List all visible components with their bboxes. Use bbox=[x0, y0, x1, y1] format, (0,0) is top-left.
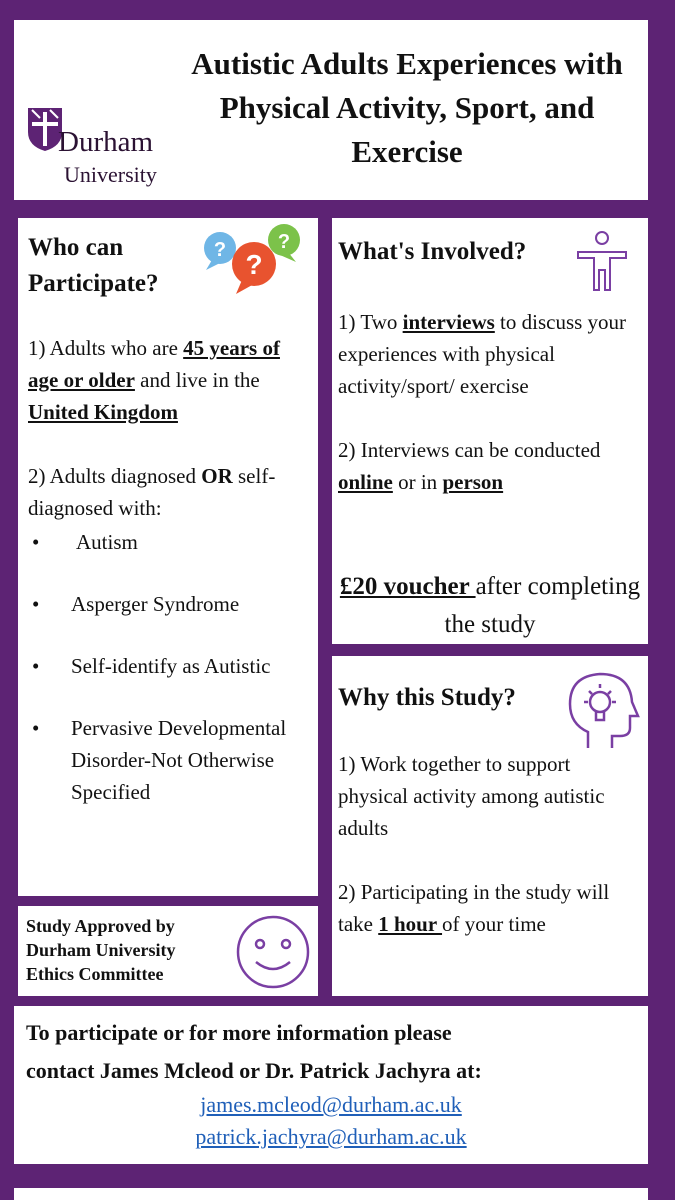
smiley-icon bbox=[232, 914, 314, 990]
who-item1-country: United Kingdom bbox=[28, 400, 178, 424]
who-heading bbox=[28, 230, 198, 302]
why-heading: Why this Study? bbox=[338, 684, 516, 711]
svg-text:?: ? bbox=[277, 231, 291, 253]
what-item1-suffix: to discuss your experiences with physical activity/sport/ exercise bbox=[338, 310, 627, 398]
contact-line1: To participate or for more information please bbox=[26, 1020, 452, 1045]
page-title: Autistic Adults Experiences with Physical Activity, Sport, and Exercise bbox=[191, 46, 623, 169]
who-heading-line2: Participate? bbox=[28, 270, 159, 297]
who-item1-age: 45 years of age or older bbox=[28, 336, 280, 392]
who-item2-prefix: 2) Adults diagnosed bbox=[28, 464, 202, 488]
svg-text:?: ? bbox=[245, 249, 263, 280]
ethics-text bbox=[26, 914, 236, 986]
logo-name-line2: University bbox=[64, 162, 157, 187]
what-item2-online: online bbox=[338, 470, 393, 494]
condition-item: • Pervasive Developmental Disorder-Not Otherwise Specified bbox=[28, 712, 313, 808]
person-icon bbox=[574, 230, 630, 292]
who-heading-line1: Who can bbox=[28, 234, 124, 261]
why-item2-hour: 1 hour bbox=[378, 912, 443, 936]
ethics-line2: Durham University bbox=[26, 940, 176, 960]
ethics-line1: Study Approved by bbox=[26, 916, 175, 936]
what-item1-prefix: 1) Two bbox=[338, 310, 403, 334]
what-body bbox=[338, 306, 638, 498]
conditions-list bbox=[28, 526, 313, 808]
why-item-2 bbox=[338, 876, 638, 940]
condition-item: • Self-identify as Autistic bbox=[28, 650, 313, 682]
email-link-patrick[interactable]: patrick.jachyra@durham.ac.uk bbox=[195, 1124, 467, 1149]
what-item-1 bbox=[338, 306, 638, 402]
logo-name-line1: Durham bbox=[58, 126, 154, 158]
who-can-participate-panel bbox=[18, 218, 318, 896]
condition-item: • Autism bbox=[28, 526, 313, 558]
email-link-james[interactable]: james.mcleod@durham.ac.uk bbox=[200, 1092, 462, 1117]
contact-line2: contact James Mcleod or Dr. Patrick Jachyra at: bbox=[26, 1058, 482, 1083]
what-item2-mid: or in bbox=[392, 470, 443, 494]
svg-text:?: ? bbox=[213, 239, 227, 261]
whats-involved-panel bbox=[332, 218, 648, 644]
head-lightbulb-icon bbox=[562, 666, 642, 752]
ethics-line3: Ethics Committee bbox=[26, 964, 164, 984]
header-panel bbox=[14, 20, 648, 200]
question-bubbles-icon bbox=[198, 218, 308, 298]
voucher-suffix: after completing the study bbox=[444, 573, 641, 638]
who-item-2 bbox=[28, 460, 313, 524]
why-item-1: 1) Work together to support physical activity among autistic adults bbox=[338, 752, 605, 840]
who-item2-suffix: self-diagnosed with: bbox=[28, 464, 276, 520]
what-heading: What's Involved? bbox=[338, 238, 527, 265]
why-item2-prefix: 2) Participating in the study will take bbox=[338, 880, 610, 936]
durham-university-logo bbox=[22, 90, 172, 210]
what-item1-interviews: interviews bbox=[402, 310, 495, 334]
contact-panel bbox=[14, 1006, 648, 1164]
who-item-1 bbox=[28, 332, 313, 428]
who-item1-prefix: 1) Adults who are bbox=[28, 336, 184, 360]
what-item2-prefix: 2) Interviews can be conducted bbox=[338, 438, 601, 462]
what-item-2 bbox=[338, 434, 638, 498]
why-body bbox=[338, 748, 638, 940]
ethics-approval-panel bbox=[18, 906, 318, 996]
why-this-study-panel bbox=[332, 656, 648, 996]
who-item2-or: OR bbox=[201, 464, 233, 488]
why-item2-suffix: of your time bbox=[442, 912, 546, 936]
who-body bbox=[28, 332, 313, 808]
voucher-amount: £20 voucher bbox=[339, 573, 476, 600]
who-item1-mid: and live in the bbox=[134, 368, 260, 392]
footer-strip bbox=[14, 1188, 648, 1200]
voucher-note bbox=[332, 568, 648, 644]
what-item2-person: person bbox=[442, 470, 504, 494]
condition-item: • Asperger Syndrome bbox=[28, 588, 313, 620]
